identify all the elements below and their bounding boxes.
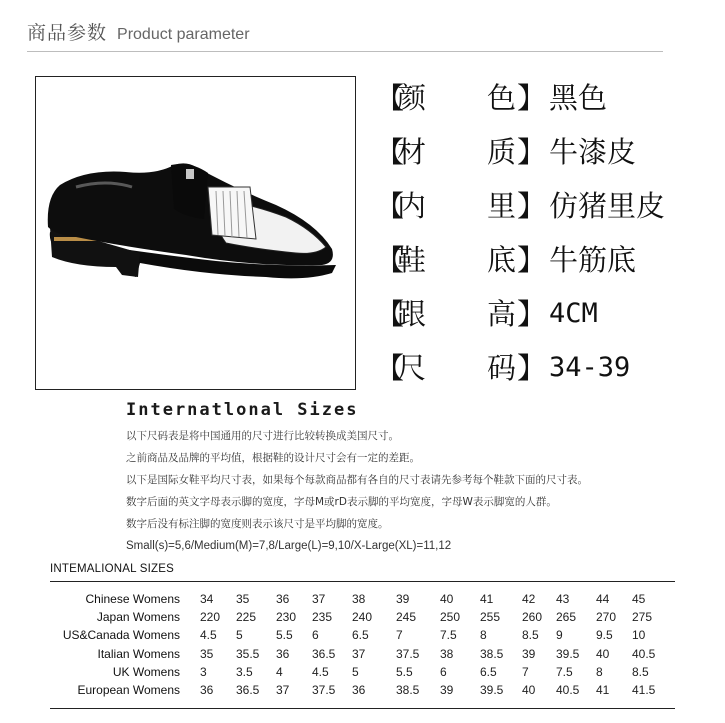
size-cell: 40	[440, 592, 454, 606]
size-cell: 10	[632, 628, 646, 643]
size-cell: 275	[632, 610, 653, 625]
size-cell: 39	[440, 683, 454, 697]
spec-key-1: 鞋	[397, 243, 427, 277]
bracket-right: 】	[517, 81, 547, 115]
size-cell: 240	[352, 610, 373, 625]
size-cell: 225	[236, 610, 257, 625]
bracket-left: 【	[375, 189, 405, 223]
size-row-label: Italian Womens	[97, 646, 180, 661]
size-cell: 38.5	[480, 646, 504, 661]
size-cell: 3.5	[236, 664, 253, 679]
note-line: 数字后没有标注脚的宽度则表示该尺寸是平均脚的宽度。	[126, 518, 389, 530]
size-cell: 38.5	[396, 683, 420, 697]
size-cell: 260	[522, 610, 543, 625]
bracket-right: 】	[517, 189, 547, 223]
size-cell: 36	[200, 683, 214, 697]
bracket-left: 【	[375, 81, 405, 115]
size-cell: 270	[596, 610, 617, 625]
bracket-left: 【	[375, 297, 405, 331]
size-row-label: US&Canada Womens	[62, 628, 180, 643]
size-cell: 41.5	[632, 683, 656, 697]
shoe-image	[36, 77, 355, 389]
size-cell: 7.5	[556, 664, 573, 679]
size-cell: 44	[596, 592, 610, 606]
size-cell: 36.5	[312, 646, 336, 661]
bracket-right: 】	[517, 135, 547, 169]
size-cell: 265	[556, 610, 577, 625]
size-cell: 245	[396, 610, 417, 625]
size-cell: 40	[522, 683, 536, 697]
size-cell: 39	[522, 646, 536, 661]
size-table-title: INTEMALIONAL SIZES	[50, 563, 174, 575]
size-cell: 36	[352, 683, 366, 697]
size-cell: 6	[312, 628, 319, 643]
size-cell: 3	[200, 664, 207, 679]
size-cell: 35	[200, 646, 214, 661]
size-cell: 8.5	[522, 628, 539, 643]
spec-key-2: 码	[487, 351, 517, 385]
size-cell: 5	[352, 664, 359, 679]
size-row-label: UK Womens	[112, 664, 180, 679]
size-cell: 45	[632, 592, 646, 606]
note-line: 数字后面的英文字母表示脚的宽度，字母M或rD表示脚的平均宽度，字母W表示脚宽的人群。	[126, 496, 557, 508]
spec-value: 牛漆皮	[549, 135, 637, 169]
size-cell: 255	[480, 610, 501, 625]
size-cell: 36.5	[236, 683, 260, 697]
spec-key-2: 质	[487, 135, 517, 169]
table-bottom-rule	[50, 708, 675, 709]
size-cell: 40.5	[632, 646, 656, 661]
size-cell: 37	[276, 683, 290, 697]
size-cell: 40.5	[556, 683, 580, 697]
size-cell: 38	[352, 592, 366, 606]
size-cell: 37.5	[312, 683, 336, 697]
size-cell: 39.5	[480, 683, 504, 697]
size-cell: 38	[440, 646, 454, 661]
size-cell: 250	[440, 610, 461, 625]
size-row-label: European Womens	[77, 683, 180, 697]
size-cell: 39	[396, 592, 410, 606]
size-cell: 37.5	[396, 646, 420, 661]
header-title-cn: 商品参数	[27, 22, 108, 44]
size-cell: 230	[276, 610, 297, 625]
size-cell: 7.5	[440, 628, 457, 643]
bracket-right: 】	[517, 351, 547, 385]
spec-value: 4CM	[549, 298, 598, 329]
bracket-left: 【	[375, 351, 405, 385]
table-top-rule	[50, 581, 675, 582]
product-photo	[35, 76, 356, 390]
spec-key-1: 内	[397, 189, 427, 223]
size-cell: 35.5	[236, 646, 260, 661]
spec-key-1: 跟	[397, 297, 427, 331]
size-cell: 9.5	[596, 628, 613, 643]
spec-key-1: 尺	[397, 351, 427, 385]
bracket-right: 】	[517, 297, 547, 331]
size-cell: 36	[276, 646, 290, 661]
size-cell: 40	[596, 646, 610, 661]
section-header	[27, 18, 250, 48]
size-cell: 37	[312, 592, 326, 606]
spec-key-2: 色	[487, 81, 517, 115]
size-cell: 6	[440, 664, 447, 679]
size-cell: 8	[480, 628, 487, 643]
spec-value: 牛筋底	[549, 243, 637, 277]
size-cell: 39.5	[556, 646, 580, 661]
size-cell: 220	[200, 610, 221, 625]
size-cell: 4	[276, 664, 283, 679]
size-cell: 6.5	[480, 664, 497, 679]
spec-key-2: 里	[487, 189, 517, 223]
size-cell: 37	[352, 646, 366, 661]
size-cell: 41	[480, 592, 494, 606]
spec-value: 仿猪里皮	[549, 189, 666, 223]
size-cell: 35	[236, 592, 250, 606]
size-cell: 34	[200, 592, 214, 606]
spec-key-2: 底	[487, 243, 517, 277]
size-cell: 41	[596, 683, 610, 697]
size-cell: 7	[522, 664, 529, 679]
note-line: 以下尺码表是将中国通用的尺寸进行比较转换成美国尺寸。	[126, 430, 399, 442]
header-divider	[27, 51, 663, 52]
bracket-right: 】	[517, 243, 547, 277]
international-sizes-title: Internatlonal Sizes	[126, 400, 359, 420]
note-line: 以下是国际女鞋平均尺寸表，如果每个每款商品都有各自的尺寸表请先参考每个鞋款下面的尺寸表。	[126, 474, 588, 486]
size-cell: 43	[556, 592, 570, 606]
size-cell: 5.5	[396, 664, 413, 679]
size-cell: 4.5	[200, 628, 217, 643]
spec-key-1: 材	[397, 135, 427, 169]
note-line: 之前商品及品牌的平均值，根据鞋的设计尺寸会有一定的差距。	[126, 452, 420, 464]
size-cell: 36	[276, 592, 290, 606]
size-cell: 235	[312, 610, 333, 625]
size-cell: 8	[596, 664, 603, 679]
spec-key-2: 高	[487, 297, 517, 331]
spec-key-1: 颜	[397, 81, 427, 115]
size-cell: 4.5	[312, 664, 329, 679]
bracket-left: 【	[375, 243, 405, 277]
size-cell: 42	[522, 592, 536, 606]
size-cell: 5.5	[276, 628, 293, 643]
size-cell: 6.5	[352, 628, 369, 643]
note-line-sizes: Small(s)=5,6/Medium(M)=7,8/Large(L)=9,10/X-Large(XL)=11,12	[126, 540, 452, 552]
header-title-en: Product parameter	[117, 26, 250, 43]
size-cell: 5	[236, 628, 243, 643]
size-cell: 8.5	[632, 664, 649, 679]
spec-value: 34-39	[549, 352, 631, 383]
size-cell: 9	[556, 628, 563, 643]
size-row-label: Japan Womens	[96, 610, 180, 625]
size-cell: 7	[396, 628, 403, 643]
bracket-left: 【	[375, 135, 405, 169]
size-row-label: Chinese Womens	[85, 592, 180, 606]
size-notes	[126, 428, 588, 560]
spec-value: 黑色	[549, 81, 608, 115]
